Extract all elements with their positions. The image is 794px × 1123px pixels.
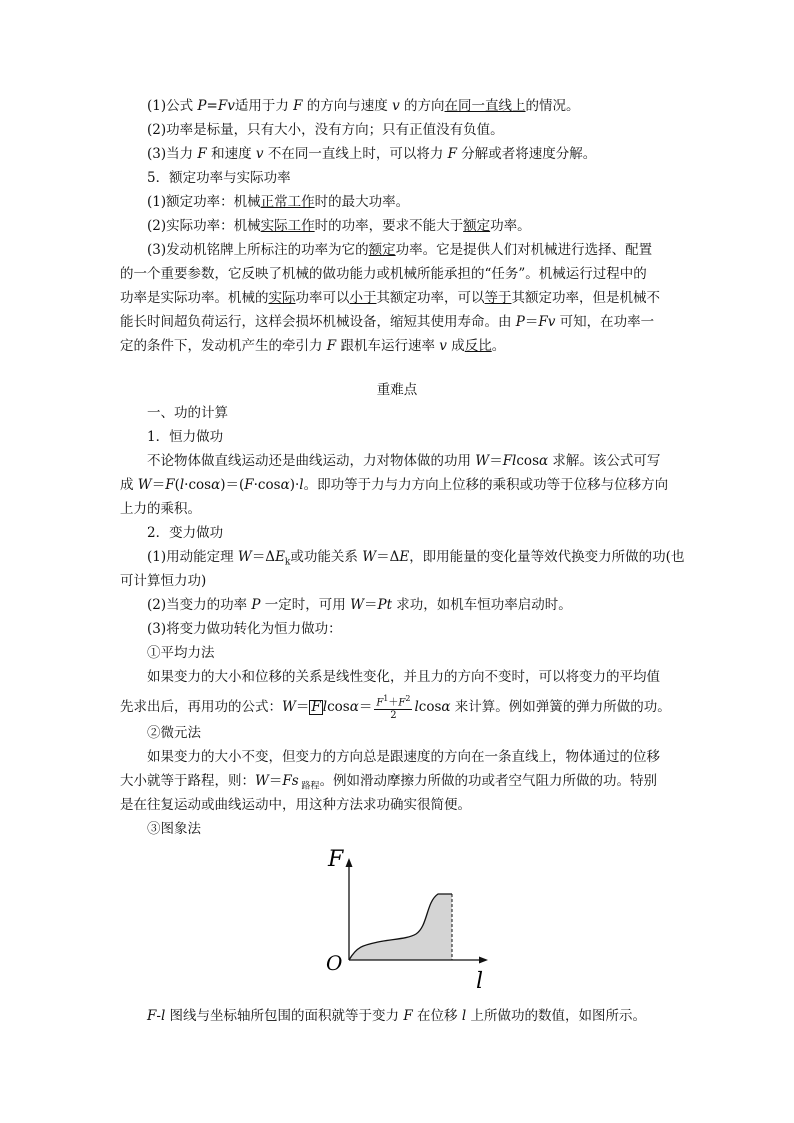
heading-work-calculation: 一、功的计算 xyxy=(147,405,228,421)
heading-rated-actual-power: 5．额定功率与实际功率 xyxy=(147,170,291,186)
para-nameplate-line1: (3)发动机铭牌上所标注的功率为它的额定功率。它是提供人们对机械进行选择、配置 xyxy=(147,242,653,258)
para-nameplate-line5: 定的条件下，发动机产生的牵引力 F 跟机车运行速率 v 成反比。 xyxy=(120,338,506,354)
heading-average-force: ①平均力法 xyxy=(147,645,215,661)
para-rated-power: (1)额定功率：机械正常工作时的最大功率。 xyxy=(147,194,410,210)
para-variable-line2: 可计算恒力功) xyxy=(120,573,207,589)
fraction-average: $\frac{F^1+F^2}{2}$ xyxy=(376,694,411,722)
para-convert: (3)将变力做功转化为恒力做功： xyxy=(147,621,342,637)
para-average-line2: 先求出后，再用功的公式：W＝ F lcosα＝ $\frac{F^1+F^2}{2}$ lcosα 来计算。例如弹簧的弹力所做的功。 xyxy=(120,694,671,722)
figure-caption: F-l 图线与坐标轴所包围的面积就等于变力 F 在位移 l 上所做功的数值，如图所示。 xyxy=(147,1008,646,1024)
para-nameplate-line3: 功率是实际功率。机械的实际功率可以小于其额定功率，可以等于其额定功率，但是机械不 xyxy=(120,290,660,306)
y-axis-arrow xyxy=(346,858,353,867)
para-element-line3: 是在往复运动或曲线运动中，用这种方法求功确实很简便。 xyxy=(120,797,471,813)
origin-label: O xyxy=(326,951,343,975)
para-average-line1: 如果变力的大小和位移的关系是线性变化，并且力的方向不变时，可以将变力的平均值 xyxy=(147,669,660,685)
para-nameplate-line4: 能长时间超负荷运行，这样会损坏机械设备，缩短其使用寿命。由 P＝Fv 可知，在功率一 xyxy=(120,314,655,330)
section-title: 重难点 xyxy=(376,382,418,398)
force-displacement-graph xyxy=(312,842,498,992)
para-actual-power: (2)实际功率：机械实际工作时的功率，要求不能大于额定功率。 xyxy=(147,218,531,234)
para-constant-line2: 成 W＝F(l·cosα)＝(F·cosα)·l。即功等于力与力方向上位移的乘积或功等于位移与位移方向 xyxy=(120,477,669,493)
heading-variable-force: 2．变力做功 xyxy=(147,525,224,541)
y-axis-label: F xyxy=(328,847,344,872)
para-element-line1: 如果变力的大小不变，但变力的方向总是跟速度的方向在一条直线上，物体通过的位移 xyxy=(147,749,660,765)
x-axis-arrow xyxy=(479,957,488,964)
average-force-symbol: F xyxy=(311,699,321,716)
para-power-scalar: (2)功率是标量，只有大小，没有方向；只有正值没有负值。 xyxy=(147,122,504,138)
para-variable-line1: (1)用动能定理 $W=\Delta E_k$或功能关系 W＝ΔE，即用能量的变化量等效代换变力所做的功(也 xyxy=(147,549,685,568)
heading-graph-method: ③图象法 xyxy=(147,821,201,837)
para-element-line2: 大小就等于路程，则：W＝Fs $_{路程}$。例如滑动摩擦力所做的功或者空气阻力所做的功。特别 xyxy=(120,773,658,792)
para-nameplate-line2: 的一个重要参数，它反映了机械的做功能力或机械所能承担的“任务”。机械运行过程中的 xyxy=(120,266,647,282)
para-constant-line3: 上力的乘积。 xyxy=(120,501,201,517)
para-variable-power: (2)当变力的功率 P 一定时，可用 W＝Pt 求功，如机车恒功率启动时。 xyxy=(147,597,572,613)
para-decompose: (3)当力 F 和速度 v 不在同一直线上时，可以将力 F 分解或者将速度分解。 xyxy=(147,146,597,162)
work-area-fill xyxy=(349,894,452,960)
x-axis-label: l xyxy=(476,969,484,992)
heading-constant-force: 1．恒力做功 xyxy=(147,429,224,445)
heading-element-method: ②微元法 xyxy=(147,725,201,741)
para-constant-line1: 不论物体做直线运动还是曲线运动，力对物体做的功用 W＝Flcosα 求解。该公式可写 xyxy=(147,453,661,469)
para-formula-applicability: (1)公式 P=Fv适用于力 F 的方向与速度 v 的方向在同一直线上的情况。 xyxy=(147,98,580,114)
